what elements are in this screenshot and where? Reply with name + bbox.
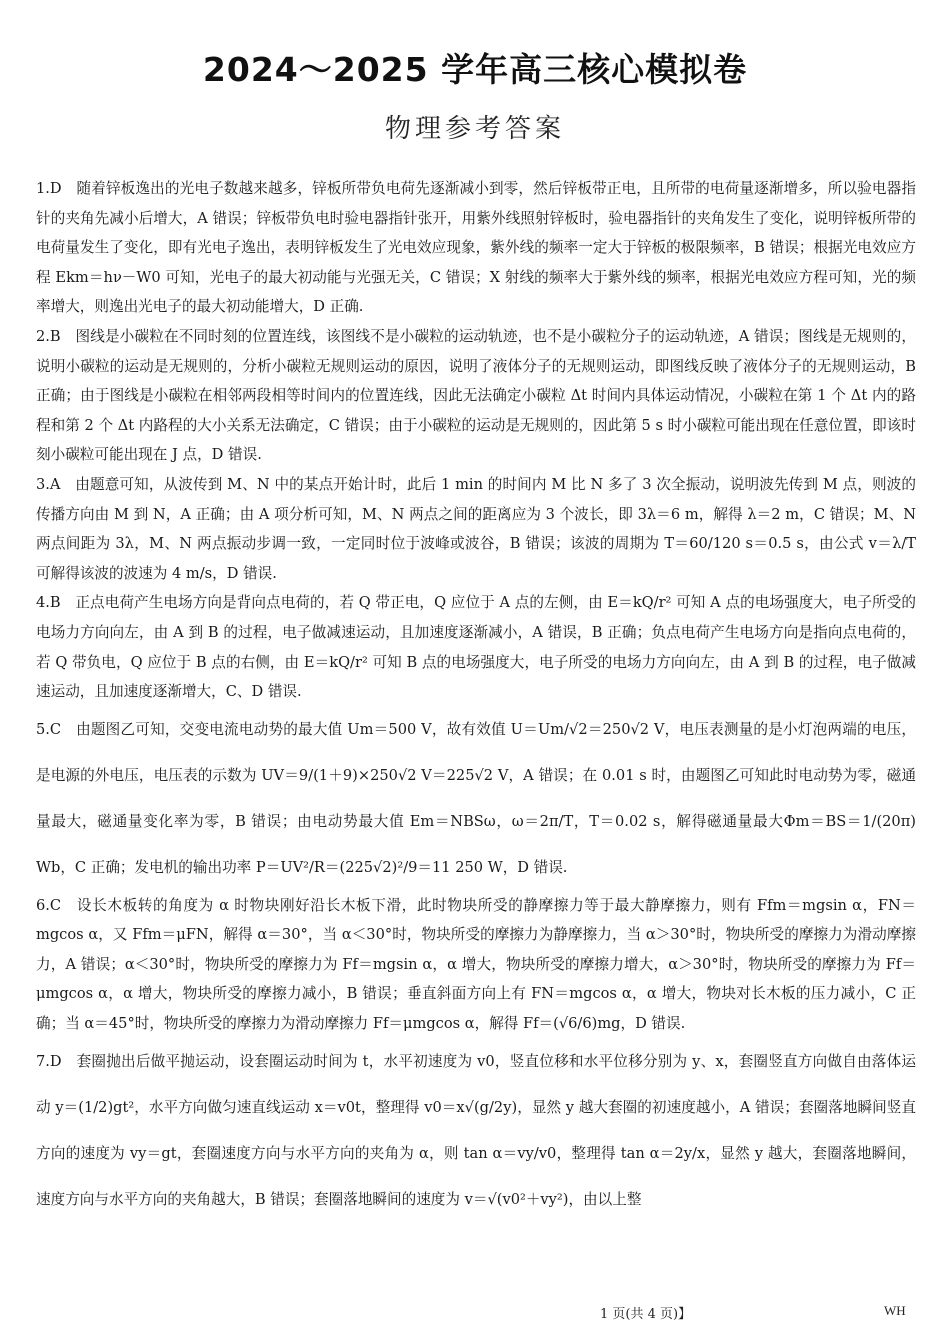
page-subtitle: 物理参考答案 <box>384 114 565 144</box>
answer-list <box>36 174 916 1223</box>
page-title: 2024～2025 学年高三核心模拟卷 <box>202 50 748 89</box>
page-number: 1 页(共 4 页)】 <box>600 1307 692 1322</box>
answer-item-5: 5.C 由题图乙可知，交变电流电动势的最大值 Um＝500 V，故有效值 U＝Um/√2＝250√2 V，电压表测量的是小灯泡两端的电压，是电源的外电压，电压表的示数为 UV＝9/(1＋9)×250√2 V＝225√2 V，A 错误；在 0.01 s 时，由题图乙可知此时电动势为零，磁通量最大，磁通量变化率为零，B 错误；由电动势最大值 Em＝NBSω，ω＝2π/T，T＝0.02 s，解得磁通量最大Φm＝BS＝1/(20π) Wb，C 正确；发电机的输出功率 P＝UV²/R＝(225√2)²/9＝11 250 W，D 错误. <box>36 720 916 876</box>
footer-code: WH <box>884 1303 906 1318</box>
answer-item-7: 7.D 套圈抛出后做平抛运动，设套圈运动时间为 t，水平初速度为 v0，竖直位移和水平位移分别为 y、x，套圈竖直方向做自由落体运动 y＝(1/2)gt²，水平方向做匀速直线运动 x＝v0t，整理得 v0＝x√(g/2y)，显然 y 越大套圈的初速度越小，A 错误；套圈落地瞬间竖直方向的速度为 vy＝gt，套圈速度方向与水平方向的夹角为 α，则 tan α＝vy/v0，整理得 tan α＝2y/x，显然 y 越大，套圈落地瞬间，速度方向与水平方向的夹角越大，B 错误；套圈落地瞬间的速度为 v＝√(v0²＋vy²)，由以上整 <box>36 1052 916 1208</box>
answer-item-1: 1.D 随着锌板逸出的光电子数越来越多，锌板所带负电荷先逐渐减小到零，然后锌板带正电，且所带的电荷量逐渐增多，所以验电器指针的夹角先减小后增大，A 错误；锌板带负电时验电器指针张开，用紫外线照射锌板时，验电器指针的夹角发生了变化，说明锌板所带的电荷量发生了变化，即有光电子逸出，表明锌板发生了光电效应现象，紫外线的频率一定大于锌板的极限频率，B 错误；根据光电效应方程 Ekm＝hν－W0 可知，光电子的最大初动能与光强无关，C 错误；X 射线的频率大于紫外线的频率，根据光电效应方程可知，光的频率增大，则逸出光电子的最大初动能增大，D 正确. <box>36 180 916 316</box>
answer-item-2: 2.B 图线是小碳粒在不同时刻的位置连线，该图线不是小碳粒的运动轨迹，也不是小碳粒分子的运动轨迹，A 错误；图线是无规则的，说明小碳粒的运动是无规则的，分析小碳粒无规则运动的原因，说明了液体分子的无规则运动，即图线反映了液体分子的无规则运动，B 正确；由于图线是小碳粒在相邻两段相等时间内的位置连线，因此无法确定小碳粒 Δt 时间内具体运动情况，小碳粒在第 1 个 Δt 内的路程和第 2 个 Δt 内路程的大小关系无法确定，C 错误；由于小碳粒的运动是无规则的，因此第 5 s 时小碳粒可能出现在任意位置，即该时刻小碳粒可能出现在 J 点，D 错误. <box>36 327 916 464</box>
answer-item-4: 4.B 正点电荷产生电场方向是背向点电荷的，若 Q 带正电，Q 应位于 A 点的左侧，由 E＝kQ/r² 可知 A 点的电场强度大，电子所受的电场力方向向左，由 A 到 B 的过程，电子做减速运动，且加速度逐渐减小，A 错误，B 正确；负点电荷产生电场方向是指向点电荷的，若 Q 带负电，Q 应位于 B 点的右侧，由 E＝kQ/r² 可知 B 点的电场强度大，电子所受的电场力方向向左，由 A 到 B 的过程，电子做减速运动，且加速度逐渐增大，C、D 错误. <box>36 594 916 701</box>
answer-item-3: 3.A 由题意可知，从波传到 M、N 中的某点开始计时，此后 1 min 的时间内 M 比 N 多了 3 次全振动，说明波先传到 M 点，则波的传播方向由 M 到 N，A 正确；由 A 项分析可知，M、N 两点之间的距离应为 3 个波长，即 3λ＝6 m，解得 λ＝2 m，C 错误；M、N 两点间距为 3λ，M、N 两点振动步调一致，一定同时位于波峰或波谷，B 错误；该波的周期为 T＝60/120 s＝0.5 s，由公式 v＝λ/T 可解得该波的波速为 4 m/s，D 错误. <box>36 475 916 582</box>
answer-item-6: 6.C 设长木板转的角度为 α 时物块刚好沿长木板下滑，此时物块所受的静摩擦力等于最大静摩擦力，则有 Ffm＝mgsin α，FN＝mgcos α，又 Ffm＝μFN，解得 α＝30°，当 α＜30°时，物块所受的摩擦力为静摩擦力，当 α＞30°时，物块所受的摩擦力为滑动摩擦力，A 错误；α＜30°时，物块所受的摩擦力为 Ff＝mgsin α，α 增大，物块所受的摩擦力增大，α＞30°时，物块所受的摩擦力为 Ff＝μmgcos α，α 增大，物块所受的摩擦力减小，B 错误；垂直斜面方向上有 FN＝mgcos α，α 增大，物块对长木板的压力减小，C 正确；当 α＝45°时，物块所受的摩擦力为滑动摩擦力 Ff＝μmgcos α，解得 Ff＝(√6/6)mg，D 错误. <box>36 896 916 1033</box>
